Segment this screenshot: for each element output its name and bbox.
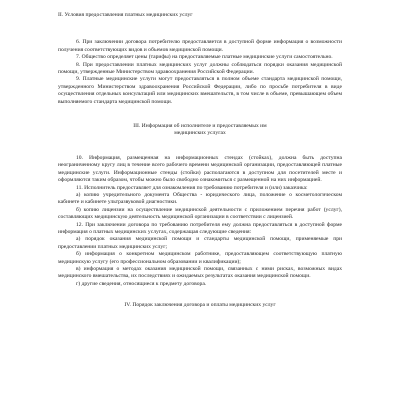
paragraph-12: 12. При заключении договора по требованию потребителя ему должна предоставляться в доступной форме информация о платных медицинских услугах, содержащая следующие сведения: xyxy=(58,221,342,235)
paragraph-12a: а) порядок оказания медицинской помощи и стандарты медицинской помощи, применяемые при предоставлении платных медицинских услуг; xyxy=(58,236,342,250)
paragraph-11b: б) копию лицензии на осуществление медицинской деятельности с приложением перечня работ (услуг), составляющих медицинскую деятельность медицинской организации в соответствии с лицензией. xyxy=(58,206,342,221)
paragraph-10: 10. Информация, размещенная на информационных стендах (стойках), должна быть доступна неограниченному кругу лиц в течение всего рабочего времени медицинской организации, предоставляющей платные медицинские услуги. Информационные стенды (стойки) располагаются в доступном для посетителей месте и оформляются таким образом, чтобы можно было свободно ознакомиться с размещенной на них информацией. xyxy=(58,154,342,184)
paragraph-9: 9. Платные медицинские услуги могут предоставляться в полном объеме стандарта медицинской помощи, утвержденного Министерством здравоохранения Российской Федерации, либо по просьбе потребителя в виде осуществления отдельных консультаций или медицинских вмешательств, в том числе в объеме, превышающем объем выполняемого стандарта медицинской помощи. xyxy=(58,76,342,105)
section-4-heading: IV. Порядок заключения договора и оплаты медицинских услуг xyxy=(124,302,276,309)
paragraph-6: 6. При заключении договора потребителю предоставляется в доступной форме информация о возможности получения соответствующих видов и объемов медицинской помощи. xyxy=(58,39,342,53)
paragraph-7: 7. Общество определяет цены (тарифы) на предоставляемые платные медицинские услуги самостоятельно. xyxy=(76,54,333,61)
section-3-heading-line-2: медицинских услугах xyxy=(174,130,226,137)
paragraph-12g: г) другие сведения, относящиеся к предмету договора. xyxy=(76,280,207,287)
section-2-heading: II. Условия предоставления платных медицинских услуг xyxy=(58,12,193,18)
paragraph-11a: а) копию учредительного документа Общества - юридического лица, положение о косметологическом кабинете и кабинете ультразвуковой диагностики. xyxy=(58,191,342,206)
section-3-heading-line-1: III. Информация об исполнителе и предоставляемых им xyxy=(133,123,267,130)
paragraph-12v: в) информация о методах оказания медицинской помощи, связанных с ними рисках, возможных видах медицинского вмешательства, их последствиях и ожидаемых результатах оказания медицинской помощи. xyxy=(58,265,342,280)
paragraph-11: 11. Исполнитель предоставляет для ознакомления по требованию потребителя и (или) заказчика: xyxy=(76,184,308,191)
paragraph-12b: б) информация о конкретном медицинском работнике, предоставляющем соответствующую платную медицинскую услугу (его профессиональном образовании и квалификации); xyxy=(58,251,342,265)
section-3-heading xyxy=(58,123,342,138)
paragraph-8: 8. При предоставлении платных медицинских услуг должны соблюдаться порядки оказания медицинской помощи, утвержденные Министерством здравоохранения Российской Федерации. xyxy=(58,61,342,76)
